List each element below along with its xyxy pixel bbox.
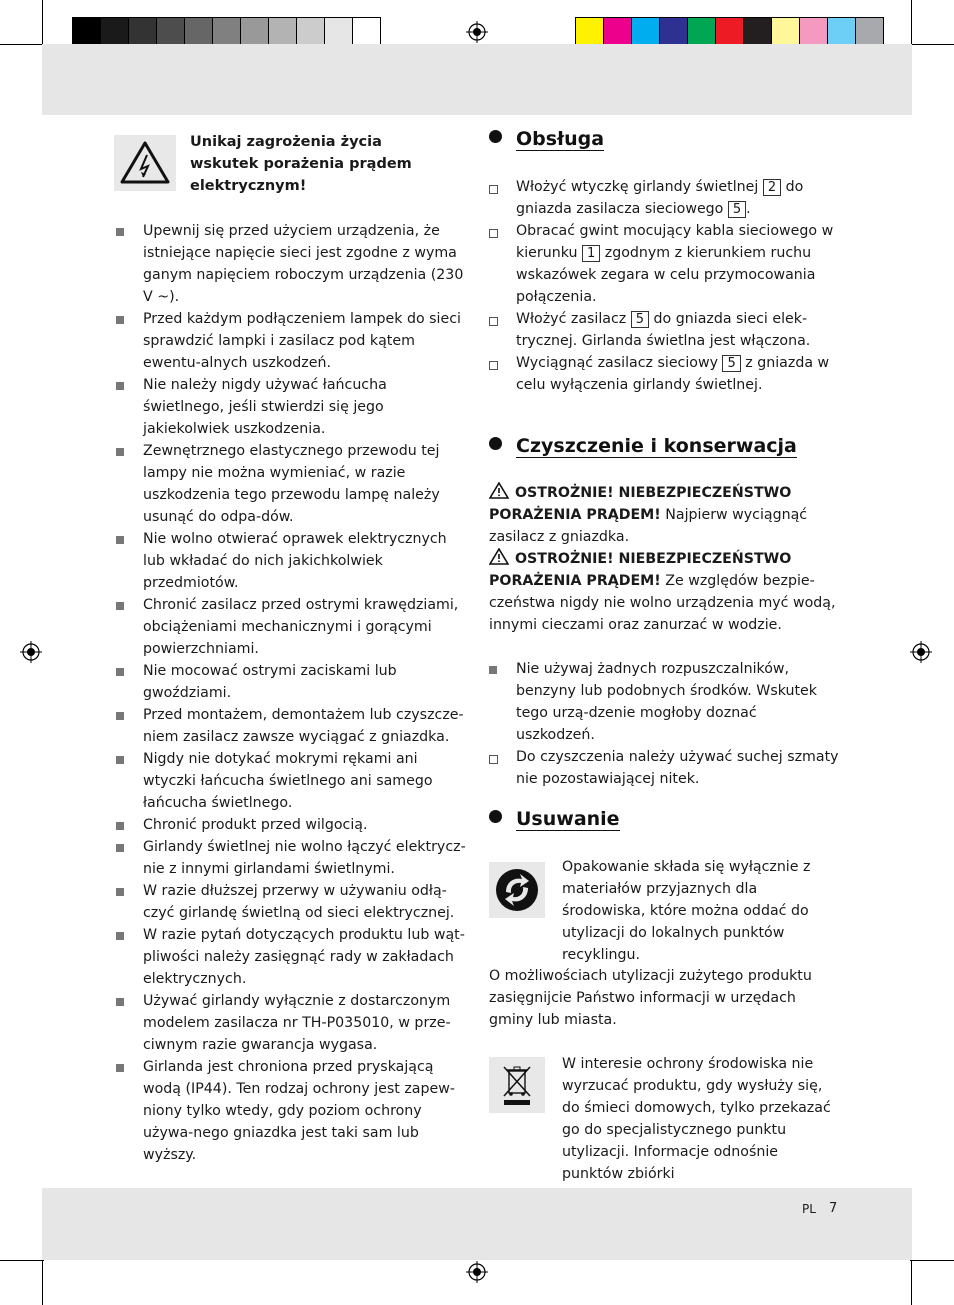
color-swatch — [575, 17, 604, 47]
grayscale-color-bar — [72, 17, 380, 47]
list-item: Chronić produkt przed wilgocią. — [116, 814, 466, 836]
list-item: Nie mocować ostrymi zaciskami lub gwoździami. — [116, 660, 466, 704]
color-swatch — [687, 17, 716, 47]
color-swatch — [128, 17, 157, 47]
list-item: Używać girlandy wyłącznie z dostarczonym modelem zasilacza nr TH-P035010, w prze-ciwnym razie gwarancja wygasa. — [116, 990, 466, 1056]
part-number-box: 2 — [763, 179, 781, 196]
cleaning-list — [489, 658, 839, 790]
recycle-icon-box — [489, 862, 545, 918]
crop-mark — [910, 44, 954, 45]
color-swatch — [184, 17, 213, 47]
recycle-text: Opakowanie składa się wyłącznie z materiałów przyjaznych dla środowiska, które można oddać do utylizacji do lokalnych punktów recyklingu. — [562, 859, 811, 963]
color-swatch — [156, 17, 185, 47]
section-heading-obsluga: Obsługa — [489, 128, 604, 150]
cleaning-warning-2: OSTROŻNIE! NIEBEZPIECZEŃSTWO PORAŻENIA PRĄDEM! Ze względów bezpie-czeństwa nigdy nie wolno urządzenia myć wodą, innymi cieczami oraz zanurzać w wodzie. — [489, 548, 839, 636]
header-band — [42, 44, 912, 115]
disposal-info-text: O możliwościach utylizacji zużytego produktu zasięgnijcie Państwo informacji w urzędach gminy lub miasta. — [489, 968, 812, 1028]
bullet-dot — [489, 810, 502, 823]
color-swatch — [799, 17, 828, 47]
list-item: Przed montażem, demontażem lub czyszcze-niem zasilacz zawsze wyciągać z gniazdka. — [116, 704, 466, 748]
weee-icon-box — [489, 1057, 545, 1113]
language-code: PL — [802, 1202, 816, 1216]
crop-mark — [911, 1260, 912, 1305]
page-number: 7 — [829, 1201, 838, 1216]
color-swatch — [296, 17, 325, 47]
list-item: Obracać gwint mocujący kabla sieciowego w kierunku 1 zgodnym z kierunkiem ruchu wskazówek zegara w celu przymocowania połączenia. — [489, 220, 839, 308]
caution-triangle-icon — [489, 482, 509, 499]
list-item: Nie używaj żadnych rozpuszczalników, benzyny lub podobnych środków. Wskutek tego urzą-dzenie mogłoby doznać uszkodzeń. — [489, 658, 839, 746]
footer-band — [42, 1188, 912, 1260]
color-swatch — [72, 17, 101, 47]
color-swatch — [743, 17, 772, 47]
list-item: Nigdy nie dotykać mokrymi rękami ani wtyczki łańcucha świetlnego ani samego łańcucha świetlnego. — [116, 748, 466, 814]
green-dot-recycling-icon — [489, 862, 545, 918]
safety-list — [116, 220, 466, 1166]
crop-mark — [910, 1260, 954, 1261]
crossed-bin-weee-icon — [489, 1057, 545, 1113]
cleaning-warning-1: OSTROŻNIE! NIEBEZPIECZEŃSTWO PORAŻENIA PRĄDEM! Najpierw wyciągnąć zasilacz z gniazdka. — [489, 482, 839, 548]
crop-mark — [0, 44, 44, 45]
color-swatch — [324, 17, 353, 47]
section-heading-usuwanie: Usuwanie — [489, 808, 620, 830]
warning-title: Unikaj zagrożenia życia wskutek porażenia prądem elektrycznym! — [190, 134, 412, 194]
part-number-box: 5 — [631, 311, 649, 328]
list-item: Zewnętrznego elastycznego przewodu tej lampy nie można wymieniać, w razie uszkodzenia tego przewodu lampę należy usunąć do odpa-dów. — [116, 440, 466, 528]
list-item: Włożyć wtyczkę girlandy świetlnej 2 do gniazda zasilacza sieciowego 5 . — [489, 176, 839, 220]
list-item: Upewnij się przed użyciem urządzenia, że istniejące napięcie sieci jest zgodne z wyma ganym napięciem roboczym urządzenia (230 V ~). — [116, 220, 466, 308]
list-item: Chronić zasilacz przed ostrymi krawędziami, obciążeniami mechanicznymi i gorącymi powierzchniami. — [116, 594, 466, 660]
list-item: Nie należy nigdy używać łańcucha świetlnego, jeśli stwierdzi się jego jakiekolwiek uszkodzenia. — [116, 374, 466, 440]
color-swatch — [100, 17, 129, 47]
color-swatch — [715, 17, 744, 47]
list-item: Girlandy świetlnej nie wolno łączyć elektrycz-nie z innymi girlandami świetlnymi. — [116, 836, 466, 880]
list-item: Nie wolno otwierać oprawek elektrycznych lub wkładać do nich jakichkolwiek przedmiotów. — [116, 528, 466, 594]
color-swatch — [827, 17, 856, 47]
crop-mark — [42, 0, 43, 44]
color-swatch — [771, 17, 800, 47]
caution-triangle-icon — [489, 548, 509, 565]
color-swatch — [659, 17, 688, 47]
color-swatch — [631, 17, 660, 47]
crop-mark — [42, 1260, 43, 1305]
obsluga-steps — [489, 176, 839, 396]
warning-icon-box — [114, 135, 176, 191]
color-swatch — [855, 17, 884, 47]
list-item: Przed każdym podłączeniem lampek do sieci sprawdzić lampki i zasilacz pod kątem ewentu-alnych uszkodzeń. — [116, 308, 466, 374]
part-number-box: 1 — [582, 245, 600, 262]
high-voltage-warning-icon — [114, 135, 176, 191]
registration-mark-icon — [466, 1261, 488, 1283]
color-swatch — [352, 17, 381, 47]
list-item: Girlanda jest chroniona przed pryskającą wodą (IP44). Ten rodzaj ochrony jest zapew-niony tylko wtedy, gdy poziom ochrony używa-nego gniazdka jest taki sam lub wyższy. — [116, 1056, 466, 1166]
color-swatch — [212, 17, 241, 47]
list-item: Wyciągnąć zasilacz sieciowy 5 z gniazda w celu wyłączenia girlandy świetlnej. — [489, 352, 839, 396]
part-number-box: 5 — [722, 355, 740, 372]
list-item: Włożyć zasilacz 5 do gniazda sieci elek-trycznej. Girlanda świetlna jest włączona. — [489, 308, 839, 352]
part-number-box: 5 — [728, 201, 746, 218]
cmyk-color-bar — [575, 17, 883, 47]
list-item: Do czyszczenia należy używać suchej szmaty nie pozostawiającej nitek. — [489, 746, 839, 790]
color-swatch — [268, 17, 297, 47]
crop-mark — [911, 0, 912, 44]
section-heading-czyszczenie: Czyszczenie i konserwacja — [489, 435, 797, 457]
registration-mark-icon — [20, 641, 42, 663]
color-swatch — [240, 17, 269, 47]
bullet-dot — [489, 437, 502, 450]
bullet-dot — [489, 130, 502, 143]
registration-mark-icon — [466, 21, 488, 43]
list-item: W razie dłuższej przerwy w używaniu odłą-czyć girlandę świetlną od sieci elektrycznej. — [116, 880, 466, 924]
weee-text: W interesie ochrony środowiska nie wyrzucać produktu, gdy wysłuży się, do śmieci domowych, tylko przekazać go do specjalistycznego punktu utylizacji. Informacje odnośnie punktów zbiórki — [562, 1056, 831, 1182]
color-swatch — [603, 17, 632, 47]
registration-mark-icon — [910, 641, 932, 663]
crop-mark — [0, 1260, 44, 1261]
list-item: W razie pytań dotyczących produktu lub wąt-pliwości należy zasięgnąć rady w zakładach elektrycznych. — [116, 924, 466, 990]
